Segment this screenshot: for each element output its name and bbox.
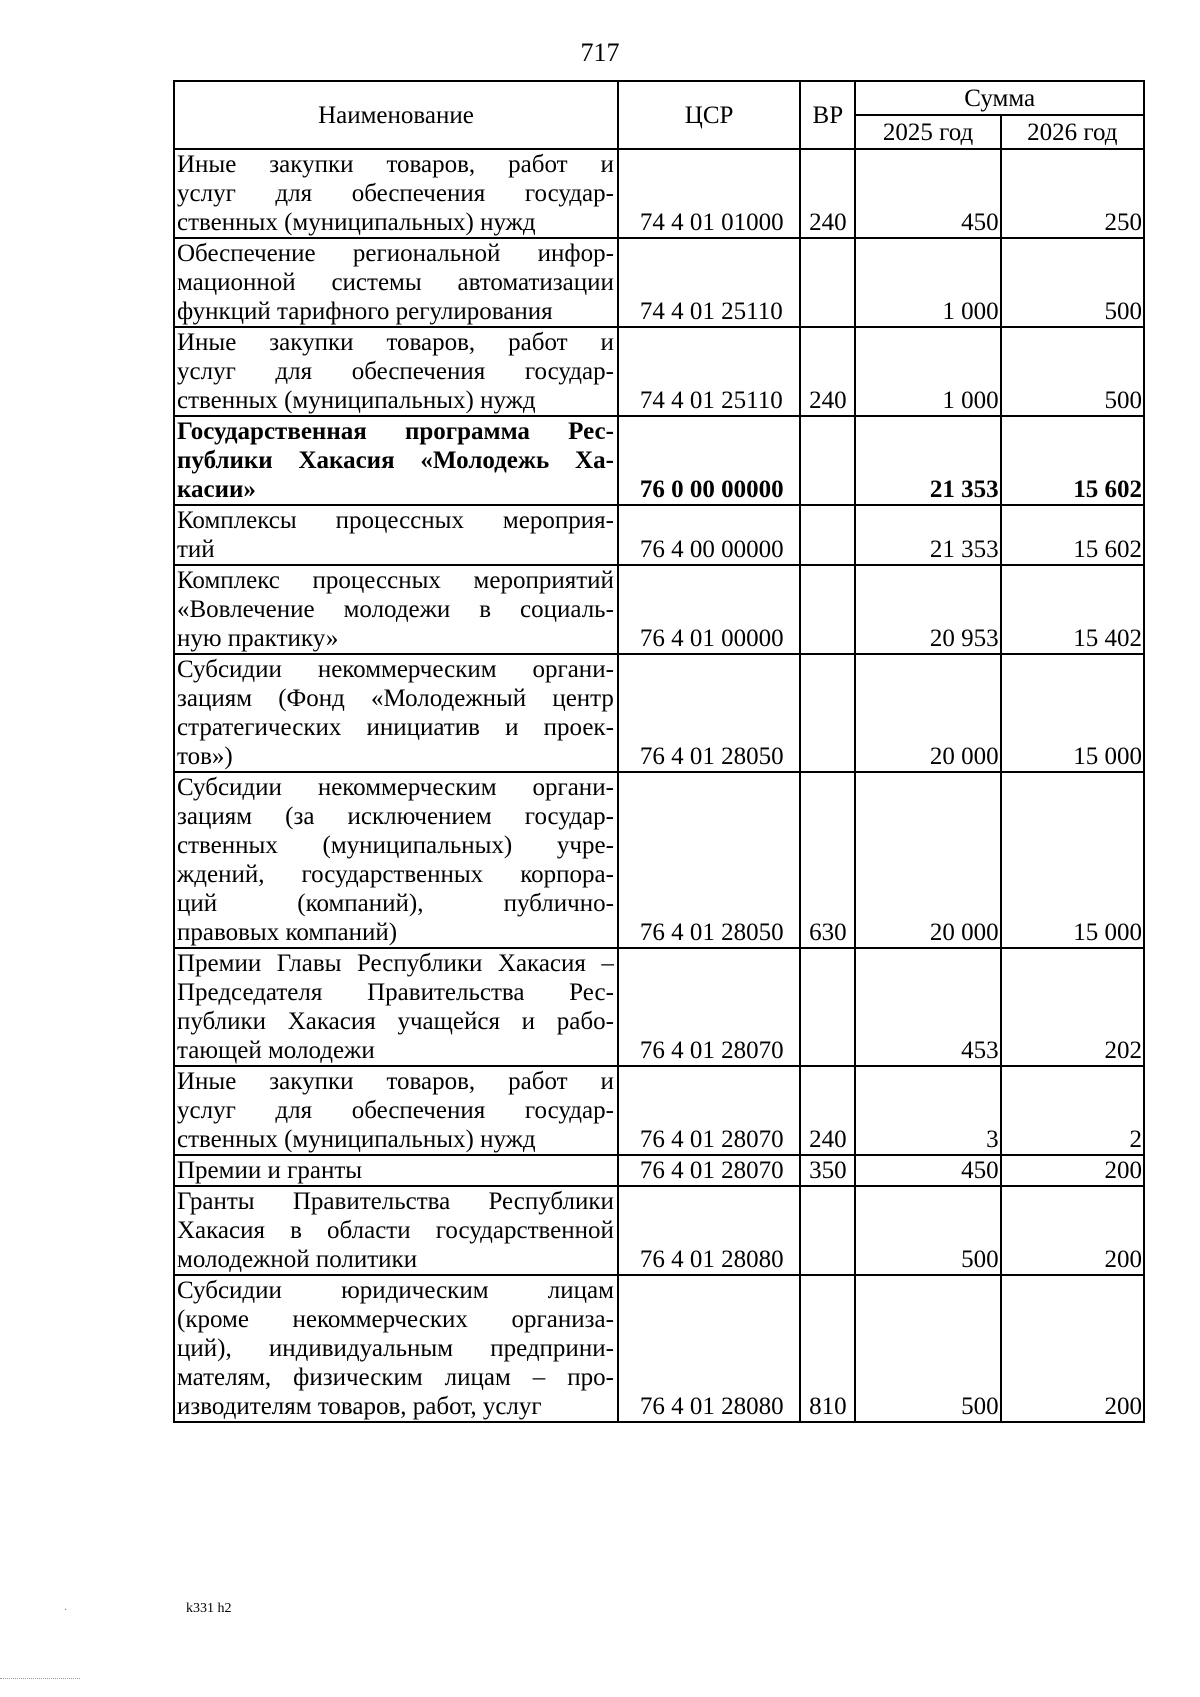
row-vr: 350	[800, 1155, 855, 1186]
row-name-line: молодежной политики	[177, 1246, 418, 1273]
table-row	[174, 1275, 1144, 1422]
row-name-line: Комплексы процессных мероприя-	[177, 507, 614, 534]
table-row	[174, 238, 1144, 327]
row-name-line: Хакасия в области государственной	[177, 1217, 614, 1244]
row-name-line: зациям (за исключением государ-	[177, 803, 614, 830]
row-vr: 630	[800, 772, 855, 948]
row-vr	[800, 505, 855, 565]
row-name	[174, 238, 618, 327]
row-name-line: правовых компаний)	[177, 919, 398, 946]
row-name-line: зациям (Фонд «Молодежный центр	[177, 685, 614, 712]
table-row	[174, 1155, 1144, 1186]
row-name-line: тающей молодежи	[177, 1037, 375, 1064]
row-sum-2025: 21 353	[855, 505, 1000, 565]
row-name-line: ственных (муниципальных) нужд	[177, 387, 536, 414]
row-vr: 810	[800, 1275, 855, 1422]
table-row	[174, 772, 1144, 948]
row-name-line: Иные закупки товаров, работ и	[177, 151, 614, 178]
table-row	[174, 1186, 1144, 1275]
row-name-line: ственных (муниципальных) учре-	[177, 832, 614, 859]
row-name	[174, 565, 618, 654]
row-name-line: касии»	[177, 476, 256, 503]
row-sum-2025: 1 000	[855, 238, 1000, 327]
row-vr	[800, 416, 855, 505]
row-name-line: услуг для обеспечения государ-	[177, 1097, 614, 1124]
row-vr: 240	[800, 1066, 855, 1155]
row-name-line: Премии и гранты	[177, 1157, 363, 1184]
row-sum-2026: 500	[1001, 327, 1144, 416]
row-name-line: ций), индивидуальным предприни-	[177, 1335, 614, 1362]
row-csr: 76 4 01 28070	[618, 1066, 800, 1155]
row-name-line: функций тарифного регулирования	[177, 298, 553, 325]
page-number: 717	[580, 38, 620, 67]
table-row	[174, 327, 1144, 416]
row-name	[174, 948, 618, 1066]
row-name	[174, 327, 618, 416]
row-csr: 76 4 01 28050	[618, 654, 800, 772]
row-csr: 76 4 01 28080	[618, 1186, 800, 1275]
row-sum-2025: 450	[855, 1155, 1000, 1186]
row-csr: 76 0 00 00000	[618, 416, 800, 505]
row-name-line: ную практику»	[177, 625, 339, 652]
row-name	[174, 1275, 618, 1422]
row-name-line: Иные закупки товаров, работ и	[177, 329, 614, 356]
row-csr: 76 4 01 28070	[618, 1155, 800, 1186]
row-sum-2025: 500	[855, 1186, 1000, 1275]
row-name-line: ственных (муниципальных) нужд	[177, 209, 536, 236]
row-name-line: стратегических инициатив и проек-	[177, 714, 614, 741]
row-name-line: Комплекс процессных мероприятий	[177, 567, 614, 594]
row-name	[174, 1186, 618, 1275]
header-vr: ВР	[800, 81, 855, 149]
row-sum-2026: 15 000	[1001, 654, 1144, 772]
row-sum-2026: 202	[1001, 948, 1144, 1066]
row-vr	[800, 565, 855, 654]
row-csr: 76 4 01 28050	[618, 772, 800, 948]
row-name-line: Иные закупки товаров, работ и	[177, 1068, 614, 1095]
row-name-line: Субсидии юридическим лицам	[177, 1277, 614, 1304]
header-name: Наименование	[174, 81, 618, 149]
row-csr: 74 4 01 25110	[618, 327, 800, 416]
row-name	[174, 416, 618, 505]
row-name-line: ждений, государственных корпора-	[177, 861, 614, 888]
row-sum-2026: 15 602	[1001, 505, 1144, 565]
row-sum-2025: 1 000	[855, 327, 1000, 416]
row-name-line: публики Хакасия учащейся и рабо-	[177, 1008, 614, 1035]
row-name-line: «Вовлечение молодежи в социаль-	[177, 596, 614, 623]
table-header	[174, 81, 1144, 149]
row-name-line: тий	[177, 536, 215, 563]
row-sum-2025: 500	[855, 1275, 1000, 1422]
row-sum-2025: 21 353	[855, 416, 1000, 505]
table-row	[174, 505, 1144, 565]
row-sum-2025: 3	[855, 1066, 1000, 1155]
row-csr: 76 4 01 00000	[618, 565, 800, 654]
row-name-line: услуг для обеспечения государ-	[177, 180, 614, 207]
row-name	[174, 1066, 618, 1155]
row-csr: 74 4 01 01000	[618, 149, 800, 238]
row-name-line: ций (компаний), публично-	[177, 890, 614, 917]
row-csr: 74 4 01 25110	[618, 238, 800, 327]
row-sum-2026: 200	[1001, 1155, 1144, 1186]
row-sum-2026: 200	[1001, 1186, 1144, 1275]
row-name	[174, 654, 618, 772]
row-sum-2025: 20 000	[855, 772, 1000, 948]
row-name-line: ственных (муниципальных) нужд	[177, 1126, 536, 1153]
row-sum-2025: 20 000	[855, 654, 1000, 772]
row-name-line: Премии Главы Республики Хакасия –	[177, 950, 614, 977]
table-row	[174, 416, 1144, 505]
row-name-line: мателям, физическим лицам – про-	[177, 1364, 614, 1391]
row-name-line: Обеспечение региональной инфор-	[177, 240, 614, 267]
row-name-line: Государственная программа Рес-	[177, 418, 614, 445]
footer-code: k331 h2	[186, 1601, 232, 1616]
row-vr	[800, 654, 855, 772]
row-name-line: мационной системы автоматизации	[177, 269, 614, 296]
row-sum-2026: 15 602	[1001, 416, 1144, 505]
scan-dot-mark: ·	[64, 1605, 68, 1616]
row-sum-2026: 15 402	[1001, 565, 1144, 654]
row-csr: 76 4 01 28080	[618, 1275, 800, 1422]
header-year-2025: 2025 год	[855, 115, 1000, 149]
budget-table	[173, 80, 1145, 1423]
row-name	[174, 505, 618, 565]
row-name-line: изводителям товаров, работ, услуг	[177, 1393, 542, 1420]
row-name	[174, 149, 618, 238]
table-row	[174, 149, 1144, 238]
row-vr: 240	[800, 149, 855, 238]
row-vr	[800, 1186, 855, 1275]
row-name	[174, 772, 618, 948]
row-vr	[800, 948, 855, 1066]
row-sum-2025: 20 953	[855, 565, 1000, 654]
header-year-2026: 2026 год	[1001, 115, 1144, 149]
row-name-line: Субсидии некоммерческим органи-	[177, 774, 614, 801]
row-sum-2026: 200	[1001, 1275, 1144, 1422]
table-row	[174, 948, 1144, 1066]
table-body	[174, 149, 1144, 1422]
row-name	[174, 1155, 618, 1186]
row-name-line: Субсидии некоммерческим органи-	[177, 656, 614, 683]
row-sum-2026: 500	[1001, 238, 1144, 327]
row-name-line: тов»)	[177, 743, 233, 770]
scan-line-mark	[0, 1678, 80, 1679]
row-sum-2025: 450	[855, 149, 1000, 238]
row-name-line: публики Хакасия «Молодежь Ха-	[177, 447, 614, 474]
row-sum-2026: 250	[1001, 149, 1144, 238]
row-vr: 240	[800, 327, 855, 416]
row-vr	[800, 238, 855, 327]
row-sum-2025: 453	[855, 948, 1000, 1066]
row-sum-2026: 15 000	[1001, 772, 1144, 948]
table-row	[174, 1066, 1144, 1155]
row-name-line: Гранты Правительства Республики	[177, 1188, 614, 1215]
row-csr: 76 4 01 28070	[618, 948, 800, 1066]
row-sum-2026: 2	[1001, 1066, 1144, 1155]
header-csr: ЦСР	[618, 81, 800, 149]
row-name-line: Председателя Правительства Рес-	[177, 979, 614, 1006]
row-name-line: услуг для обеспечения государ-	[177, 358, 614, 385]
table-row	[174, 654, 1144, 772]
header-sum: Сумма	[855, 81, 1144, 115]
table-row	[174, 565, 1144, 654]
row-csr: 76 4 00 00000	[618, 505, 800, 565]
row-name-line: (кроме некоммерческих организа-	[177, 1306, 614, 1333]
